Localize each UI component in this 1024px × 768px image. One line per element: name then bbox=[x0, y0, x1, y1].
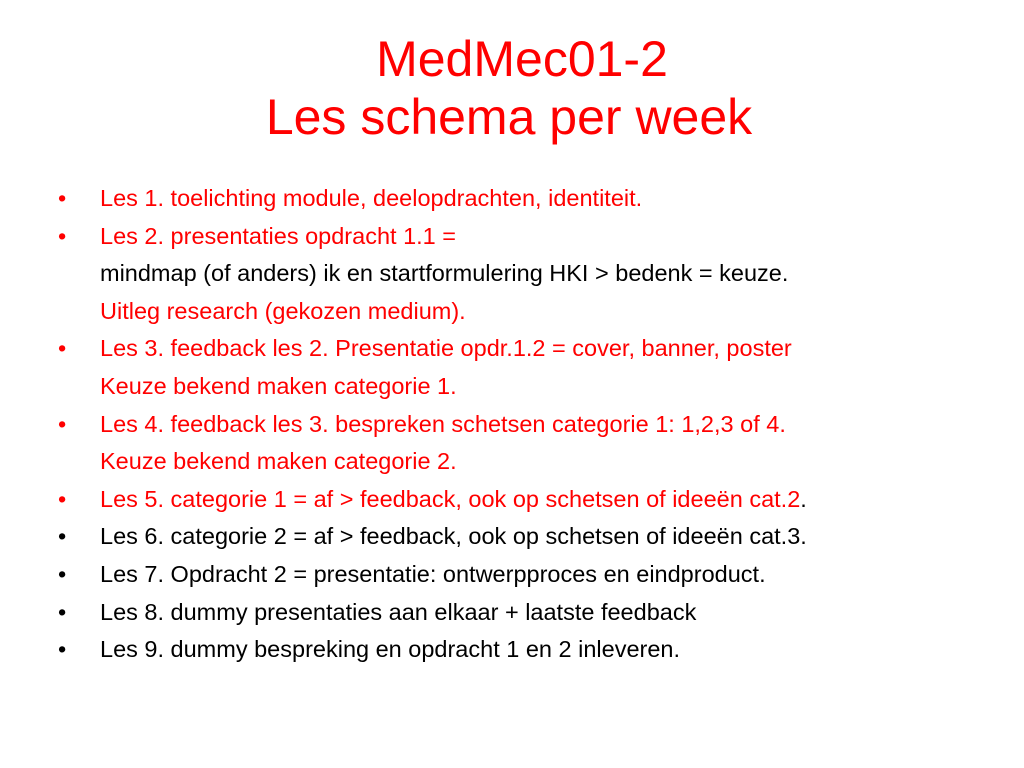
bullet-icon: • bbox=[58, 560, 67, 587]
bullet-icon: • bbox=[58, 523, 67, 550]
title-line-1: MedMec01-2 bbox=[376, 31, 668, 87]
bullet-icon: • bbox=[58, 598, 67, 625]
list-item bbox=[0, 556, 1024, 594]
slide-title bbox=[0, 30, 1024, 146]
title-line-2: Les schema per week bbox=[265, 89, 753, 145]
bullet-icon: • bbox=[58, 335, 67, 362]
lesson-list bbox=[0, 180, 1024, 669]
list-item bbox=[0, 481, 1024, 519]
list-item-text: Les 1. toelichting module, deelopdrachten, identiteit. bbox=[100, 185, 643, 211]
list-item bbox=[0, 180, 1024, 218]
list-item-text: Keuze bekend maken categorie 1. bbox=[100, 372, 457, 399]
list-item-text: Les 7. Opdracht 2 = presentatie: ontwerpproces en eindproduct. bbox=[100, 560, 766, 587]
bullet-icon: • bbox=[58, 185, 67, 211]
list-item bbox=[0, 218, 1024, 331]
list-item-text: Les 2. presentaties opdracht 1.1 = bbox=[100, 222, 456, 249]
list-item bbox=[0, 406, 1024, 481]
list-item-text: Les 4. feedback les 3. bespreken schetsen categorie 1: 1,2,3 of 4. bbox=[100, 410, 786, 437]
bullet-icon: • bbox=[58, 410, 67, 437]
list-item-text-period: . bbox=[800, 485, 807, 512]
bullet-icon: • bbox=[58, 222, 67, 249]
list-item bbox=[0, 594, 1024, 632]
list-item-text-main: Les 5. categorie 1 = af > feedback, ook op schetsen of ideeën cat.2 bbox=[100, 485, 801, 512]
list-item-text: mindmap (of anders) ik en startformulering HKI > bedenk = keuze. bbox=[100, 260, 789, 287]
list-item-text bbox=[100, 481, 1024, 519]
list-item-text: Les 8. dummy presentaties aan elkaar + laatste feedback bbox=[100, 598, 697, 625]
list-item-text: Keuze bekend maken categorie 2. bbox=[100, 448, 457, 475]
list-item bbox=[0, 518, 1024, 556]
list-item bbox=[0, 330, 1024, 405]
list-item bbox=[0, 631, 1024, 669]
list-item-text: Uitleg research (gekozen medium). bbox=[100, 297, 466, 324]
list-item-text: Les 3. feedback les 2. Presentatie opdr.1.2 = cover, banner, poster bbox=[100, 335, 792, 362]
list-item-text: Les 9. dummy bespreking en opdracht 1 en 2 inleveren. bbox=[100, 636, 681, 663]
bullet-icon: • bbox=[58, 636, 67, 663]
list-item-text: Les 6. categorie 2 = af > feedback, ook op schetsen of ideeën cat.3. bbox=[100, 523, 807, 550]
bullet-icon: • bbox=[58, 485, 67, 512]
